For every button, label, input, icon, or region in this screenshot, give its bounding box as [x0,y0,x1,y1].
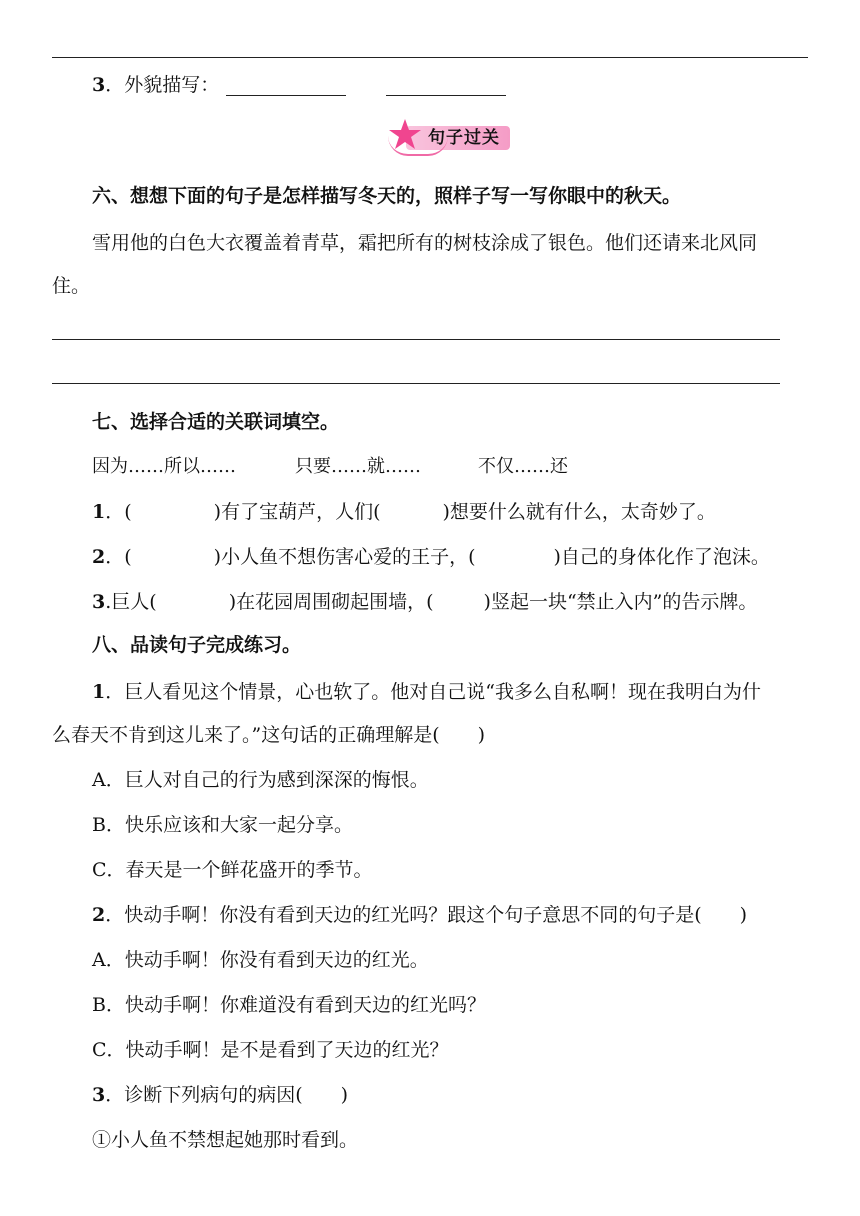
sec8-q2-option-b[interactable]: B．快动手啊！你难道没有看到天边的红光吗？ [92,994,486,1016]
section-6-passage-line1: 雪用他的白色大衣覆盖着青草，霜把所有的树枝涂成了银色。他们还请来北风同 [92,232,758,254]
connector-option-3: 不仅……还 [478,456,568,477]
section-6-passage-line2: 住。 [52,275,91,297]
answer-blank-1[interactable] [226,95,346,96]
sec8-q1-option-b[interactable]: B．快乐应该和大家一起分享。 [92,814,353,836]
connector-option-2: 只要……就…… [295,456,421,477]
sec8-q2-option-c[interactable]: C．快动手啊！是不是看到了天边的红光？ [92,1039,449,1061]
q3-appearance: 3．外貌描写： [92,74,220,96]
writing-line-2[interactable] [52,383,780,384]
sec8-q1-option-a[interactable]: A．巨人对自己的行为感到深深的悔恨。 [92,769,429,791]
q3-label: 外貌描写： [124,74,220,96]
sec8-q1-option-c[interactable]: C．春天是一个鲜花盛开的季节。 [92,859,373,881]
sec8-q3-line1: 3．诊断下列病句的病因( ) [92,1084,349,1106]
top-rule [52,57,808,58]
sec8-q1-line2: 么春天不肯到这儿来了。”这句话的正确理解是( ) [52,724,486,746]
section-8-heading: 八、品读句子完成练习。 [92,634,302,656]
sec7-q3: 3.巨人( )在花园周围砌起围墙，( )竖起一块“禁止入内”的告示牌。 [92,591,758,613]
star-icon [388,118,422,152]
sec7-q1: 1．( )有了宝葫芦，人们( )想要什么就有什么，太奇妙了。 [92,501,716,523]
sec8-q2-line1: 2．快动手啊！你没有看到天边的红光吗？跟这个句子意思不同的句子是( ) [92,904,748,926]
sec8-q3-sub1: ①小人鱼不禁想起她那时看到。 [92,1129,359,1151]
sec8-q2-option-a[interactable]: A．快动手啊！你没有看到天边的红光。 [92,949,429,971]
section-banner [388,118,512,156]
connector-option-1: 因为……所以…… [92,456,236,477]
banner-text: 句子过关 [428,128,500,148]
answer-blank-2[interactable] [386,95,506,96]
sec7-q2: 2．( )小人鱼不想伤害心爱的王子，( )自己的身体化作了泡沫。 [92,546,770,568]
sec8-q1-line1: 1．巨人看见这个情景，心也软了。他对自己说“我多么自私啊！现在我明白为什 [92,681,761,703]
section-7-heading: 七、选择合适的关联词填空。 [92,411,340,433]
writing-line-1[interactable] [52,339,780,340]
q3-number: 3 [92,74,106,96]
section-6-heading: 六、想想下面的句子是怎样描写冬天的，照样子写一写你眼中的秋天。 [92,185,682,207]
